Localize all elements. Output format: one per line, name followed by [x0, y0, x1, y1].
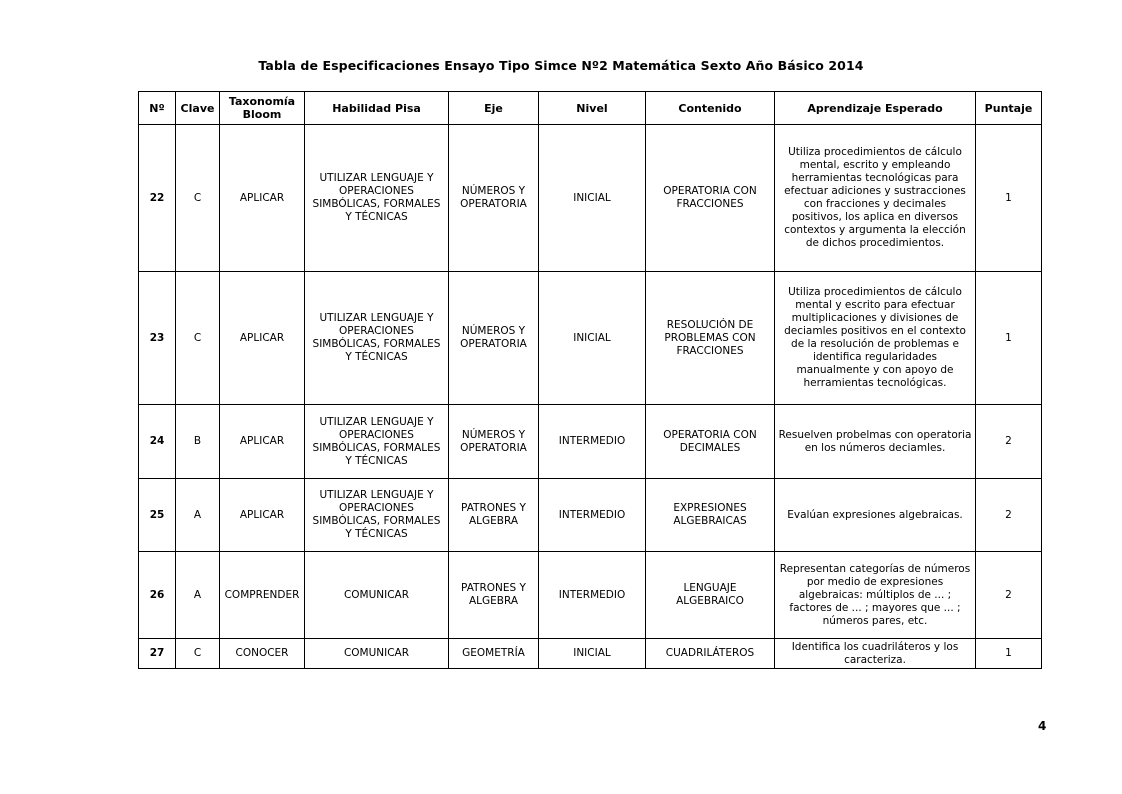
header-clave: Clave: [176, 92, 220, 125]
cell-contenido: CUADRILÁTEROS: [646, 639, 775, 669]
cell-contenido: LENGUAJE ALGEBRAICO: [646, 552, 775, 639]
cell-clave: C: [176, 272, 220, 405]
cell-habilidad: COMUNICAR: [305, 552, 449, 639]
cell-puntaje: 1: [976, 125, 1042, 272]
cell-taxonomia: APLICAR: [220, 272, 305, 405]
table-row: [139, 552, 1042, 639]
cell-taxonomia: CONOCER: [220, 639, 305, 669]
cell-habilidad: UTILIZAR LENGUAJE Y OPERACIONES SIMBÓLICAS, FORMALES Y TÉCNICAS: [305, 125, 449, 272]
cell-clave: A: [176, 479, 220, 552]
header-eje: Eje: [449, 92, 539, 125]
cell-contenido: EXPRESIONES ALGEBRAICAS: [646, 479, 775, 552]
cell-contenido: RESOLUCIÓN DE PROBLEMAS CON FRACCIONES: [646, 272, 775, 405]
cell-clave: A: [176, 552, 220, 639]
header-habilidad: Habilidad Pisa: [305, 92, 449, 125]
cell-clave: C: [176, 639, 220, 669]
cell-num: 27: [139, 639, 176, 669]
cell-aprendizaje: Utiliza procedimientos de cálculo mental y escrito para efectuar multiplicaciones y divisiones de deciamles positivos en el contexto de la resolución de problemas e identifica regularidades manualmente y con apoyo de herramientas tecnológicas.: [775, 272, 976, 405]
page-number: 4: [1038, 719, 1047, 733]
cell-nivel: INICIAL: [539, 272, 646, 405]
table-row: [139, 272, 1042, 405]
cell-nivel: INTERMEDIO: [539, 552, 646, 639]
cell-nivel: INTERMEDIO: [539, 405, 646, 479]
cell-habilidad: UTILIZAR LENGUAJE Y OPERACIONES SIMBÓLICAS, FORMALES Y TÉCNICAS: [305, 272, 449, 405]
cell-eje: PATRONES Y ALGEBRA: [449, 552, 539, 639]
cell-habilidad: UTILIZAR LENGUAJE Y OPERACIONES SIMBÓLICAS, FORMALES Y TÉCNICAS: [305, 405, 449, 479]
cell-aprendizaje: Evalúan expresiones algebraicas.: [775, 479, 976, 552]
cell-aprendizaje: Identifica los cuadriláteros y los caracteriza.: [775, 639, 976, 669]
table-row: [139, 479, 1042, 552]
cell-puntaje: 1: [976, 272, 1042, 405]
table-header-row: [139, 92, 1042, 125]
cell-aprendizaje: Representan categorías de números por medio de expresiones algebraicas: múltiplos de ... ; factores de ... ; mayores que ... ; números pares, etc.: [775, 552, 976, 639]
table-row: [139, 639, 1042, 669]
cell-nivel: INICIAL: [539, 639, 646, 669]
cell-eje: NÚMEROS Y OPERATORIA: [449, 405, 539, 479]
cell-eje: NÚMEROS Y OPERATORIA: [449, 272, 539, 405]
cell-contenido: OPERATORIA CON DECIMALES: [646, 405, 775, 479]
cell-aprendizaje: Utiliza procedimientos de cálculo mental, escrito y empleando herramientas tecnológicas para efectuar adiciones y sustracciones con fracciones y decimales positivos, los aplica en diversos contextos y argumenta la elección de dichos procedimientos.: [775, 125, 976, 272]
cell-num: 23: [139, 272, 176, 405]
cell-puntaje: 1: [976, 639, 1042, 669]
header-aprendizaje: Aprendizaje Esperado: [775, 92, 976, 125]
header-taxonomia: Taxonomía Bloom: [220, 92, 305, 125]
cell-aprendizaje: Resuelven probelmas con operatoria en los números deciamles.: [775, 405, 976, 479]
cell-puntaje: 2: [976, 552, 1042, 639]
cell-eje: GEOMETRÍA: [449, 639, 539, 669]
cell-contenido: OPERATORIA CON FRACCIONES: [646, 125, 775, 272]
cell-num: 26: [139, 552, 176, 639]
header-contenido: Contenido: [646, 92, 775, 125]
cell-habilidad: UTILIZAR LENGUAJE Y OPERACIONES SIMBÓLICAS, FORMALES Y TÉCNICAS: [305, 479, 449, 552]
cell-taxonomia: APLICAR: [220, 125, 305, 272]
document-title: Tabla de Especificaciones Ensayo Tipo Simce Nº2 Matemática Sexto Año Básico 2014: [258, 58, 864, 73]
cell-eje: NÚMEROS Y OPERATORIA: [449, 125, 539, 272]
header-puntaje: Puntaje: [976, 92, 1042, 125]
header-nivel: Nivel: [539, 92, 646, 125]
cell-taxonomia: APLICAR: [220, 405, 305, 479]
cell-puntaje: 2: [976, 405, 1042, 479]
header-num: Nº: [139, 92, 176, 125]
cell-num: 22: [139, 125, 176, 272]
table-row: [139, 405, 1042, 479]
cell-num: 25: [139, 479, 176, 552]
cell-num: 24: [139, 405, 176, 479]
cell-clave: B: [176, 405, 220, 479]
cell-clave: C: [176, 125, 220, 272]
cell-eje: PATRONES Y ALGEBRA: [449, 479, 539, 552]
cell-habilidad: COMUNICAR: [305, 639, 449, 669]
cell-puntaje: 2: [976, 479, 1042, 552]
specifications-table: [138, 91, 1042, 669]
cell-nivel: INICIAL: [539, 125, 646, 272]
cell-taxonomia: COMPRENDER: [220, 552, 305, 639]
cell-nivel: INTERMEDIO: [539, 479, 646, 552]
cell-taxonomia: APLICAR: [220, 479, 305, 552]
table-row: [139, 125, 1042, 272]
